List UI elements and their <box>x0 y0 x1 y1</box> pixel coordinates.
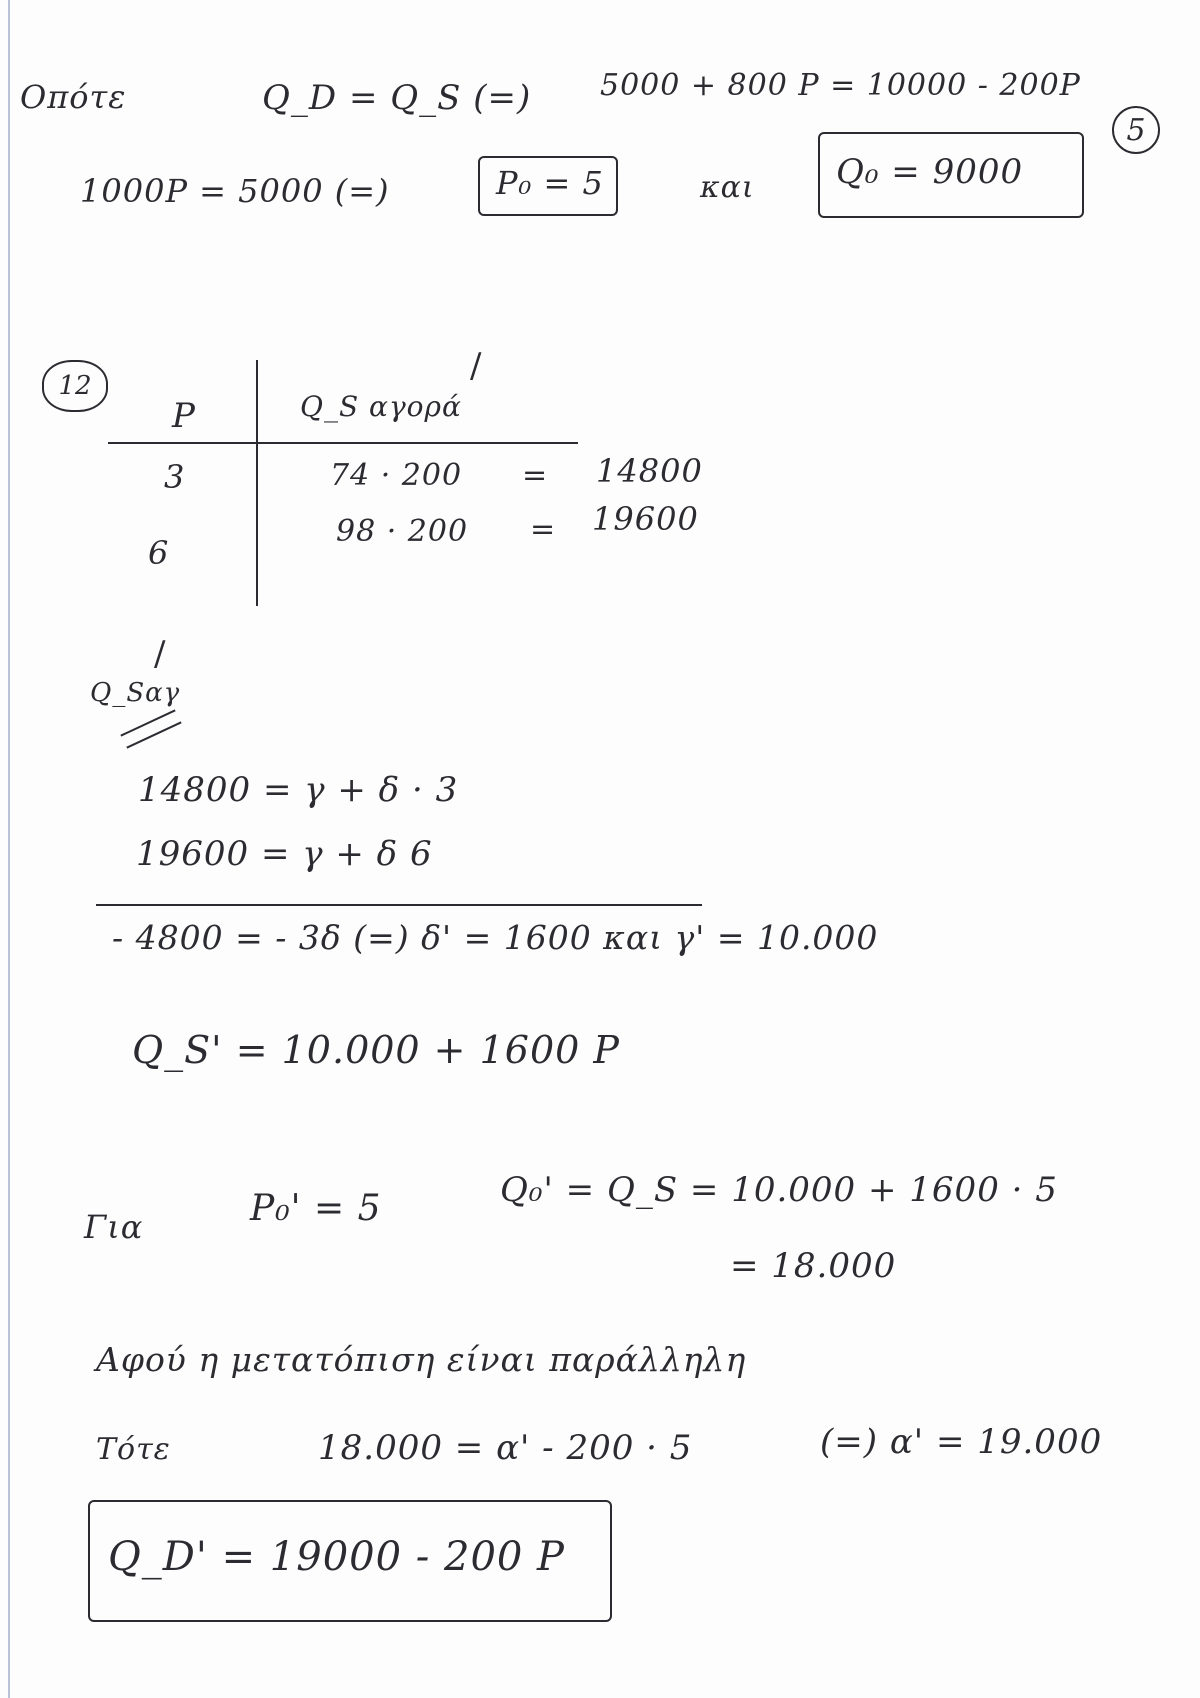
table-header-quantity: Q_S αγορά <box>300 390 462 423</box>
underline-stroke <box>120 709 175 736</box>
equilibrium-price: P₀ = 5 <box>496 164 604 202</box>
question-number-badge: 5 <box>1112 106 1160 154</box>
table-row-2-eq: = <box>530 512 557 547</box>
new-equilibrium-quantity-calc: Q₀' = Q_S = 10.000 + 1600 · 5 <box>500 1170 1058 1210</box>
equilibrium-condition: Q_D = Q_S (=) <box>262 78 532 118</box>
demand-intercept-result: (=) α' = 19.000 <box>820 1422 1103 1462</box>
table-row-2-result: 19600 <box>592 500 699 538</box>
kai-label: και <box>700 170 755 205</box>
prime-mark: / <box>470 346 482 386</box>
parallel-shift-note: Αφού η μετατόπιση είναι παράλληλη <box>96 1340 747 1379</box>
table-vertical-rule <box>256 360 258 606</box>
table-row-1-price: 3 <box>164 458 186 496</box>
table-row-1-eq: = <box>522 458 549 493</box>
table-header-rule <box>108 442 578 444</box>
price-solve-equation: 1000P = 5000 (=) <box>80 172 390 210</box>
demand-intercept-equation: 18.000 = α' - 200 · 5 <box>318 1428 693 1468</box>
new-equilibrium-price: P₀' = 5 <box>250 1188 382 1229</box>
question-number-badge-12: 12 <box>42 360 108 412</box>
tote-label: Τότε <box>96 1432 171 1467</box>
opote-label: Οπότε <box>20 78 127 116</box>
table-row-2-price: 6 <box>148 534 170 572</box>
new-supply-function: Q_S' = 10.000 + 1600 P <box>132 1028 620 1072</box>
page-margin-line <box>8 0 10 1698</box>
table-row-1-calc: 74 · 200 <box>330 458 463 493</box>
system-equation-1: 14800 = γ + δ · 3 <box>138 770 459 810</box>
subtraction-rule <box>96 904 702 906</box>
gia-label: Για <box>84 1208 144 1246</box>
table-row-2-calc: 98 · 200 <box>336 514 469 549</box>
underline-stroke <box>126 721 181 748</box>
difference-result: - 4800 = - 3δ (=) δ' = 1600 και γ' = 10.000 <box>112 918 879 957</box>
supply-market-label: Q_Sαγ <box>90 678 181 708</box>
prime-mark: / <box>154 634 166 674</box>
supply-demand-equation: 5000 + 800 P = 10000 - 200P <box>600 68 1081 103</box>
new-demand-function: Q_D' = 19000 - 200 P <box>108 1534 565 1580</box>
new-equilibrium-quantity-result: = 18.000 <box>730 1246 897 1286</box>
system-equation-2: 19600 = γ + δ 6 <box>136 834 433 874</box>
table-header-price: P <box>172 396 196 436</box>
equilibrium-quantity: Q₀ = 9000 <box>836 152 1024 192</box>
table-row-1-result: 14800 <box>596 452 703 490</box>
